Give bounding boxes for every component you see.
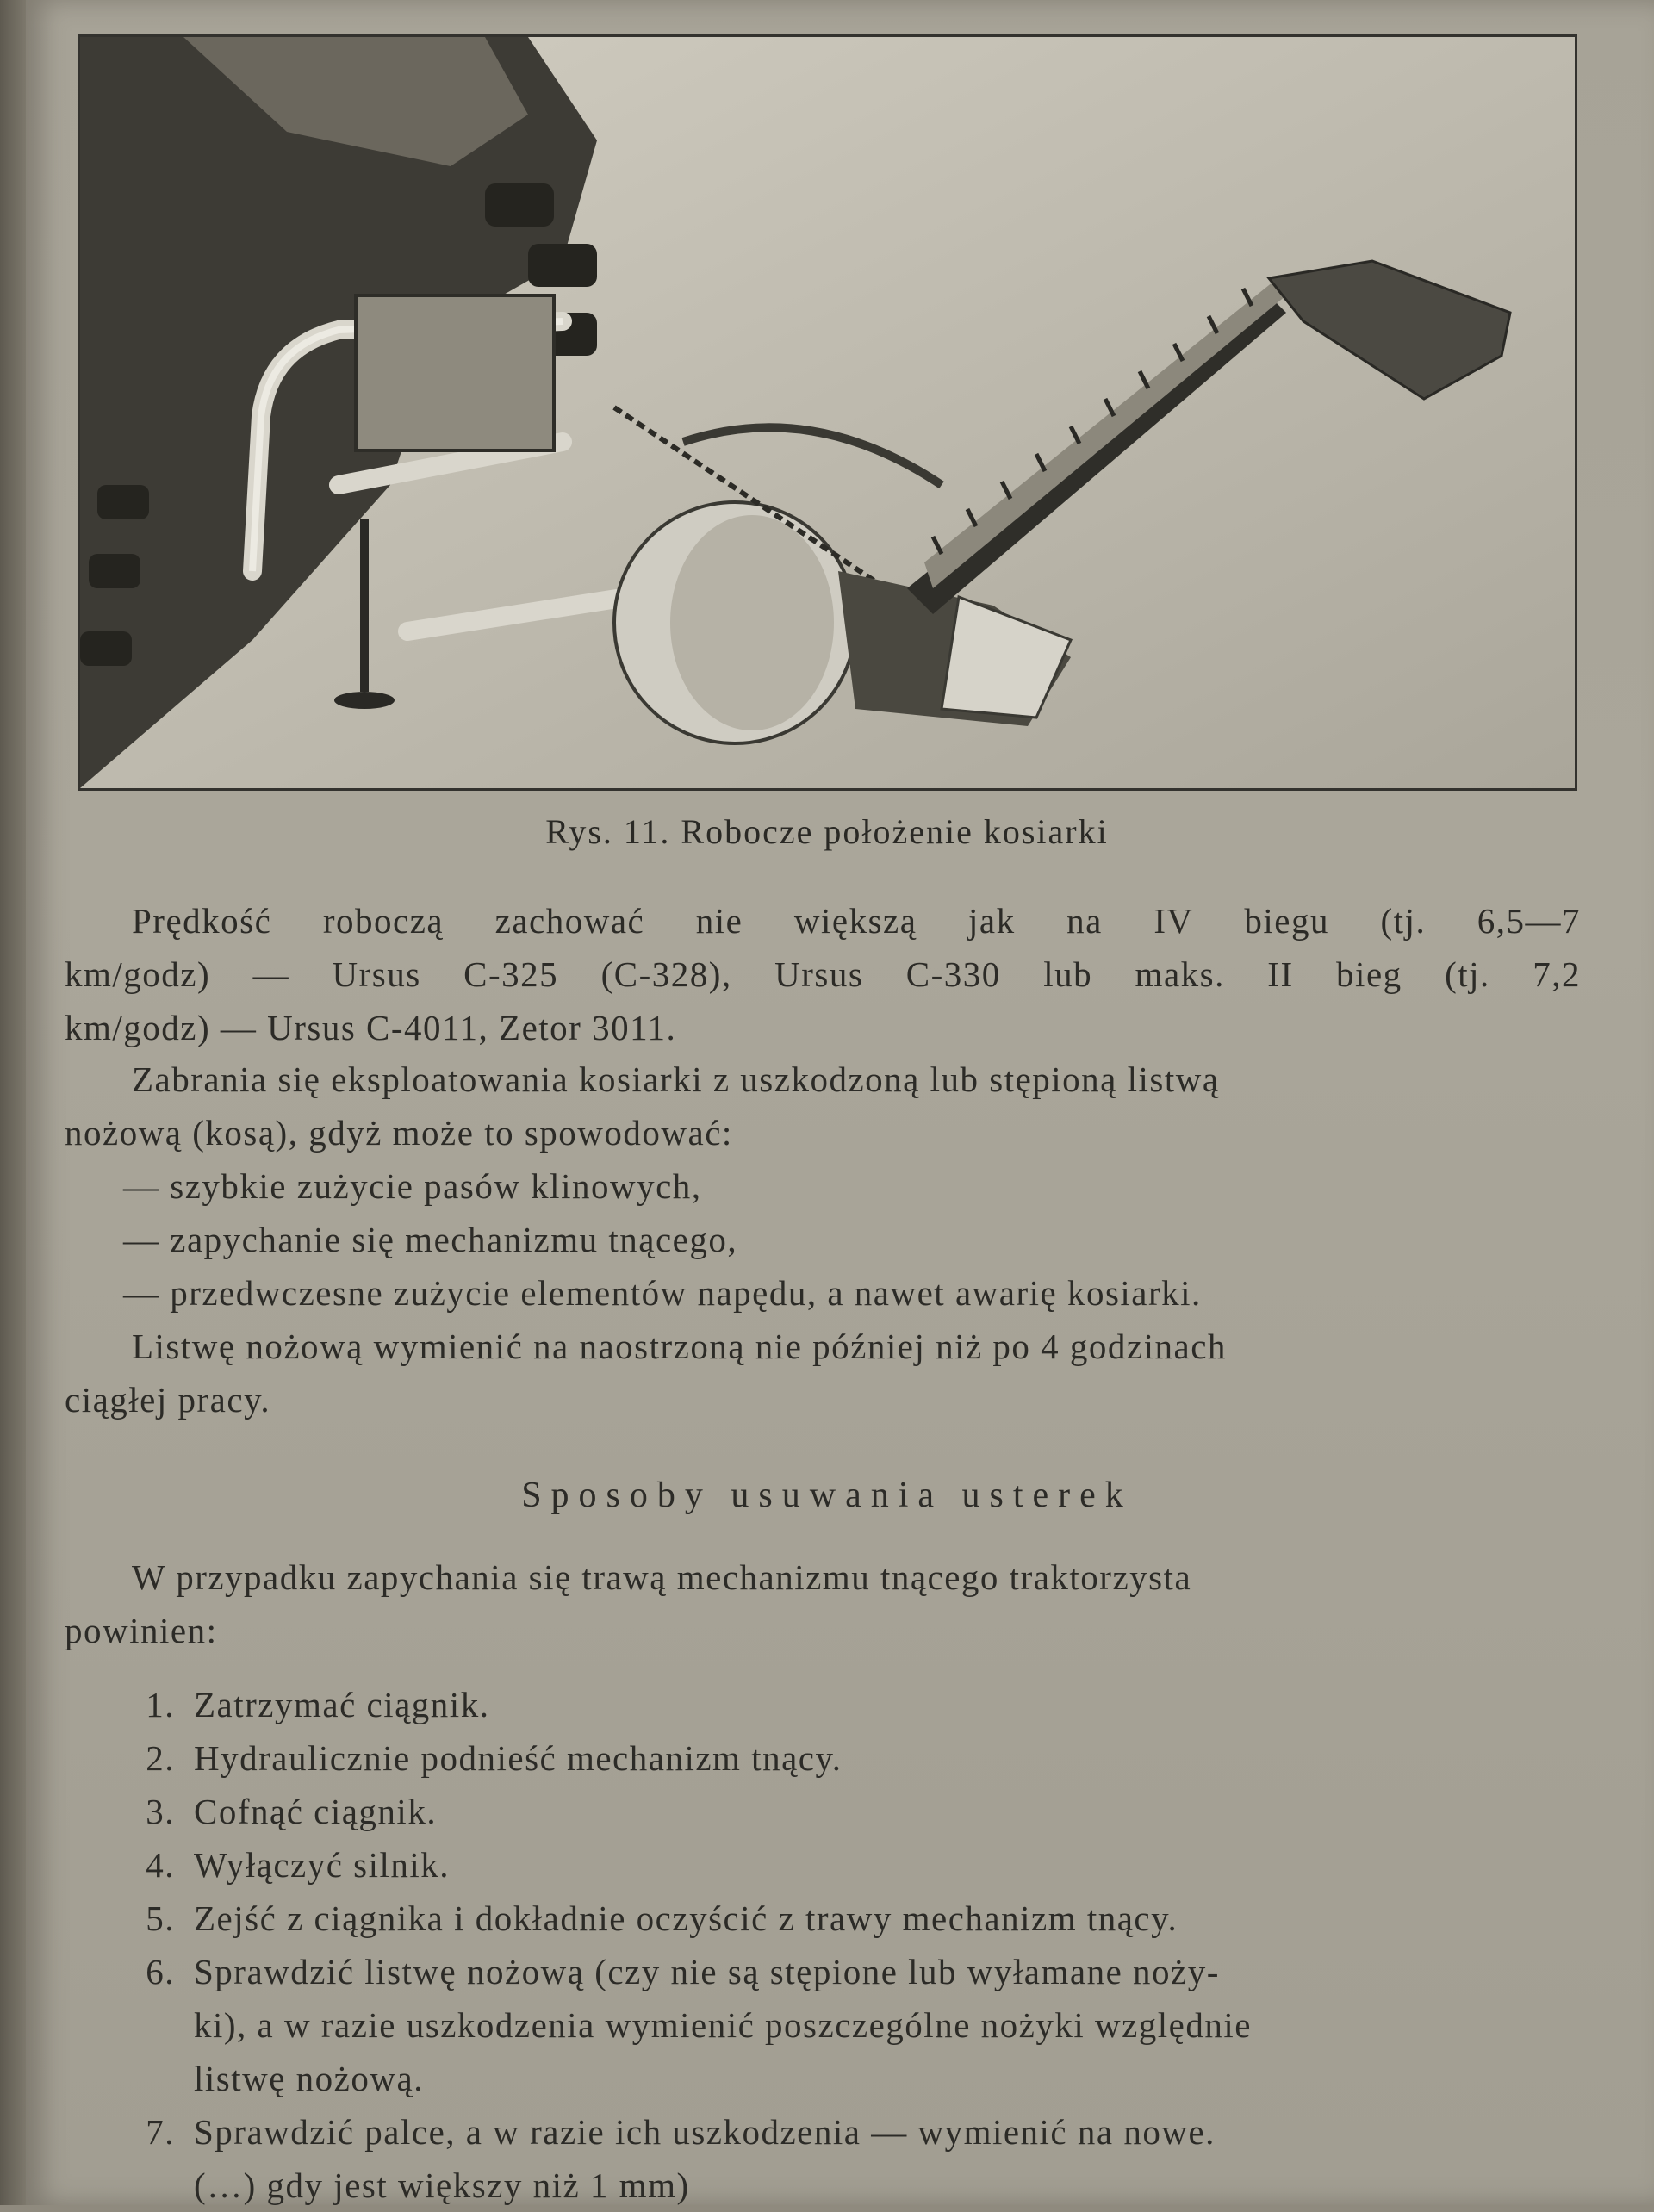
list-number: 7.	[146, 2112, 175, 2152]
text-line: Zabrania się eksploatowania kosiarki z uszkodzoną lub stępioną listwą	[132, 1059, 1220, 1099]
text-line: W przypadku zapychania się trawą mechanizmu tnącego traktorzysta	[132, 1557, 1192, 1597]
text-line: km/godz) — Ursus C-4011, Zetor 3011.	[65, 1008, 677, 1047]
list-item	[65, 1785, 1598, 1838]
dash-item: — przedwczesne zużycie elementów napędu, a nawet awarię kosiarki.	[123, 1273, 1202, 1313]
text-line: listwę nożową.	[194, 2059, 424, 2098]
list-number: 2.	[146, 1738, 175, 1778]
mower-photograph	[78, 34, 1577, 791]
list-item	[65, 1731, 1598, 1785]
book-spine	[0, 0, 26, 2205]
text-line: km/godz) — Ursus C-325 (C-328), Ursus C-330 lub maks. II bieg (tj. 7,2	[65, 954, 1581, 994]
section-intro	[65, 1550, 1581, 1657]
section-heading: Sposoby usuwania usterek	[521, 1476, 1133, 1515]
list-item	[65, 1678, 1598, 1731]
paragraph-speed	[65, 894, 1581, 1054]
text-line: ki), a w razie uszkodzenia wymienić poszczególne nożyki względnie	[194, 2005, 1252, 2045]
list-item	[65, 1838, 1598, 1892]
list-text: Cofnąć ciągnik.	[194, 1792, 438, 1831]
list-number: 5.	[146, 1898, 175, 1938]
figure-caption: Rys. 11. Robocze położenie kosiarki	[545, 812, 1109, 851]
list-text: Wyłączyć silnik.	[194, 1845, 451, 1885]
list-text	[194, 1945, 1598, 2105]
list-item	[65, 2105, 1598, 2212]
text-line: Sprawdzić palce, a w razie ich uszkodzenia — wymienić na nowe.	[194, 2112, 1216, 2152]
text-line: (…) gdy jest większy niż 1 mm)	[194, 2165, 690, 2205]
list-number: 4.	[146, 1845, 175, 1885]
paragraph-prohibition	[65, 1053, 1581, 1426]
list-number: 3.	[146, 1792, 175, 1831]
text-line: powinien:	[65, 1611, 218, 1650]
list-number: 1.	[146, 1685, 175, 1724]
text-line: Sprawdzić listwę nożową (czy nie są stępione lub wyłamane noży-	[194, 1952, 1220, 1991]
mower-illustration	[80, 37, 1575, 788]
list-text: Zatrzymać ciągnik.	[194, 1685, 490, 1724]
list-text: Hydraulicznie podnieść mechanizm tnący.	[194, 1738, 843, 1778]
list-text: Zejść z ciągnika i dokładnie oczyścić z trawy mechanizm tnący.	[194, 1898, 1178, 1938]
text-line: Listwę nożową wymienić na naostrzoną nie później niż po 4 godzinach	[132, 1327, 1227, 1366]
dash-item: — zapychanie się mechanizmu tnącego,	[123, 1220, 738, 1259]
text-line: ciągłej pracy.	[65, 1380, 271, 1420]
list-text	[194, 2105, 1598, 2212]
list-item	[65, 1892, 1598, 1945]
steps-list	[65, 1678, 1598, 2212]
list-item	[65, 1945, 1598, 2105]
text-line: nożową (kosą), gdyż może to spowodować:	[65, 1113, 733, 1153]
text-line: Prędkość roboczą zachować nie większą jak na IV biegu (tj. 6,5—7	[132, 901, 1581, 941]
list-number: 6.	[146, 1952, 175, 1991]
dash-item: — szybkie zużycie pasów klinowych,	[123, 1166, 702, 1206]
